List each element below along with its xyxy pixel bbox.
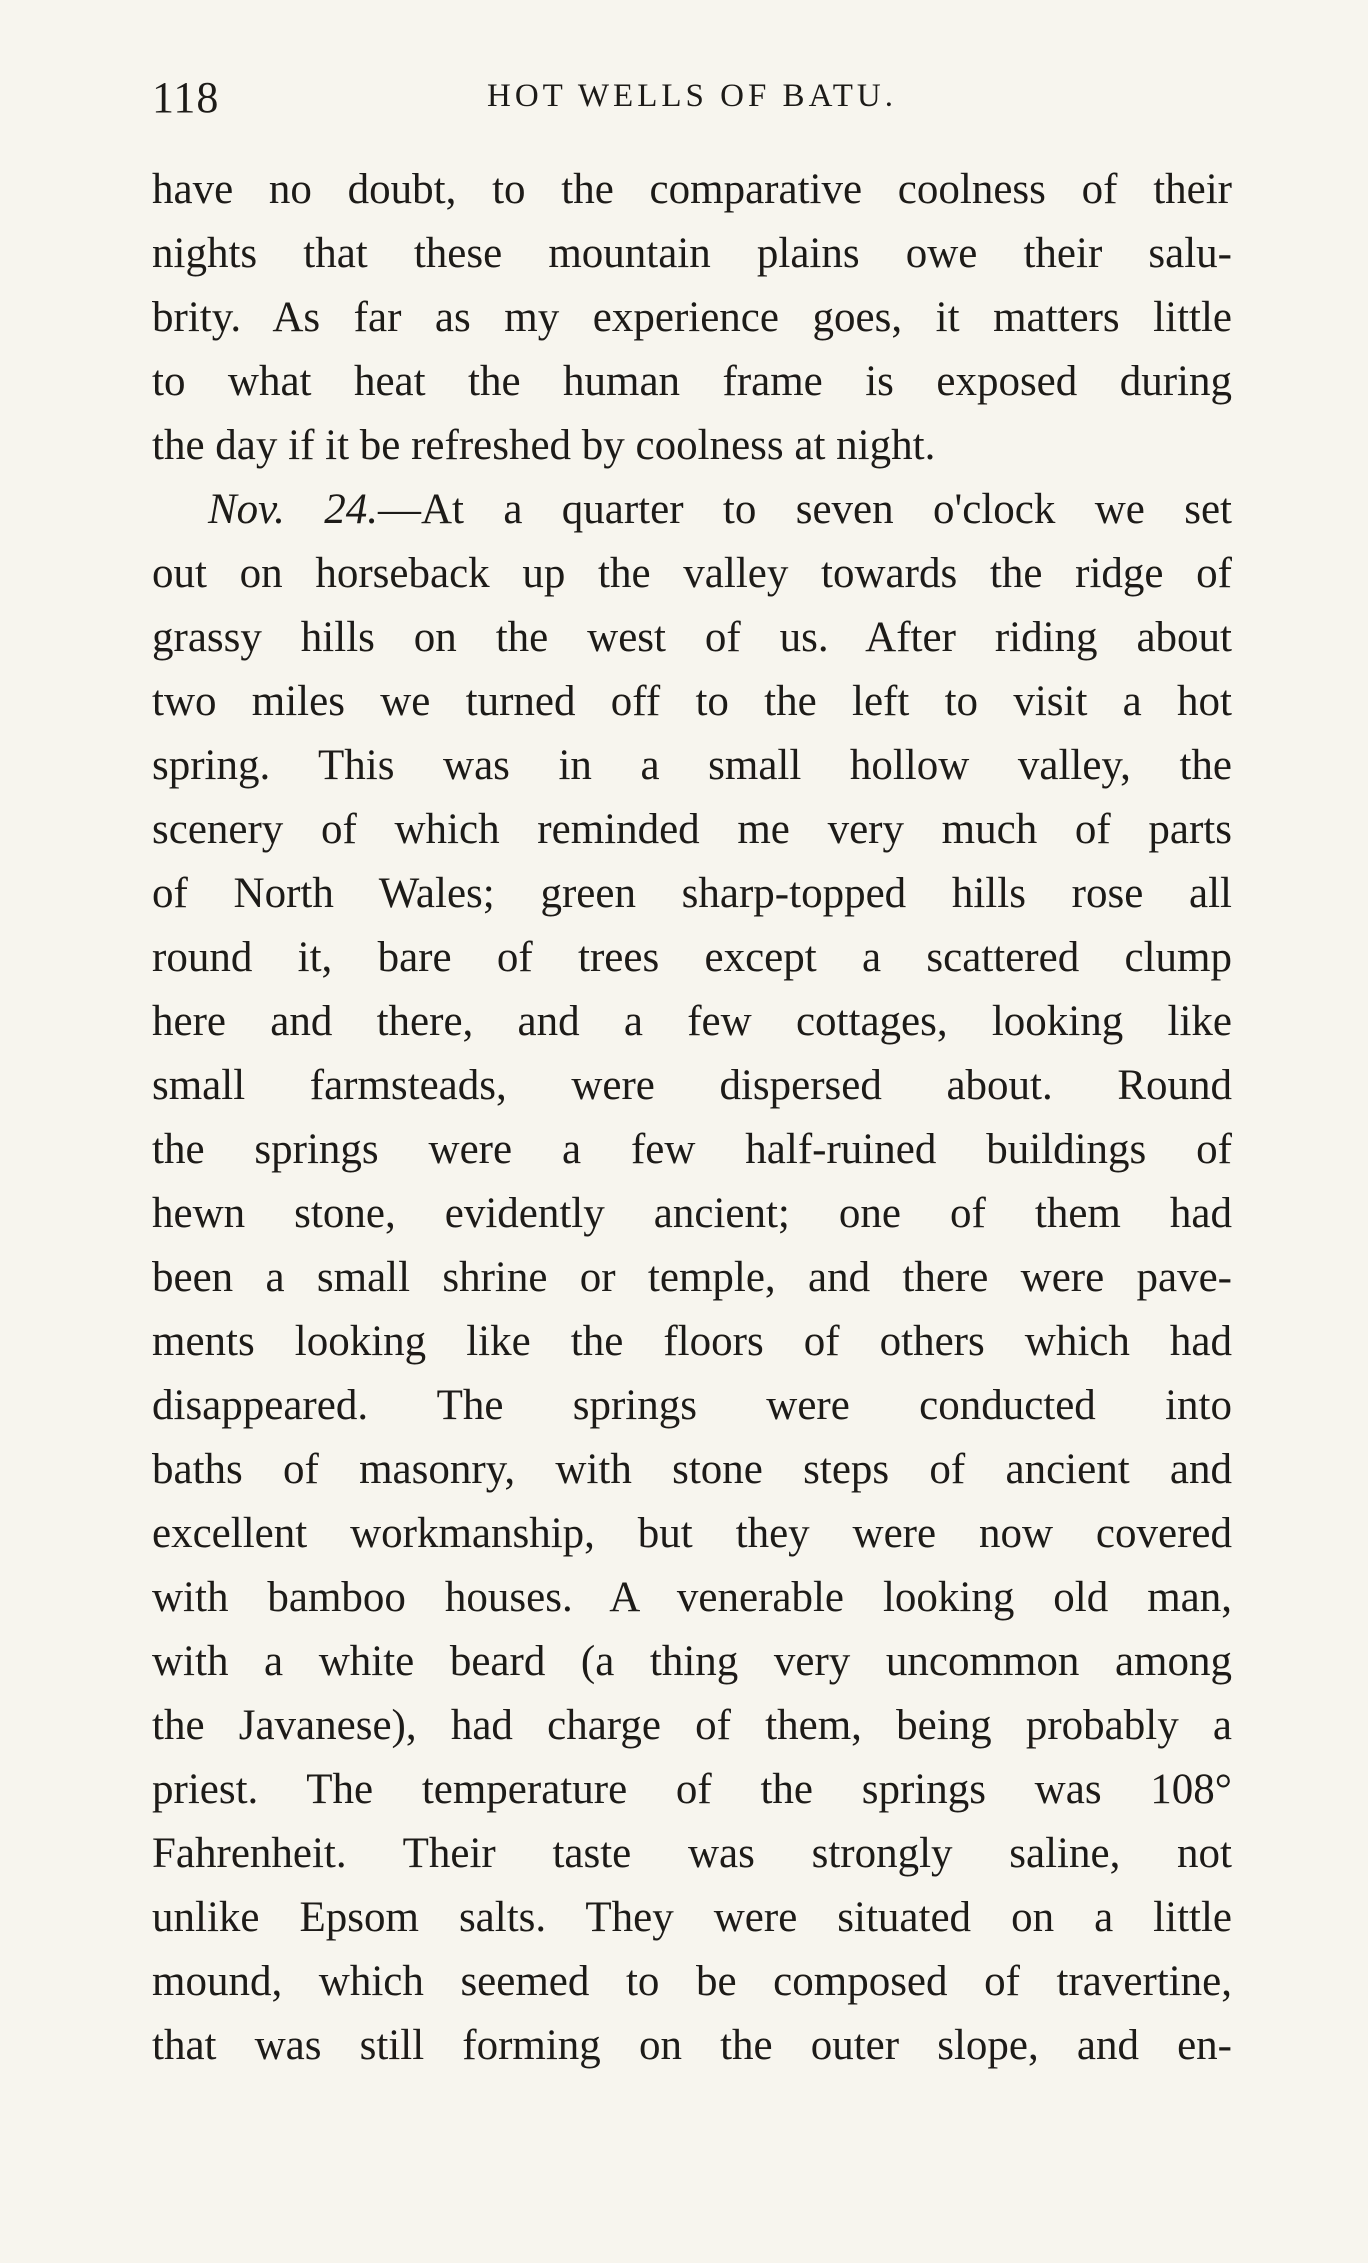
- running-head: [152, 72, 1232, 122]
- text-line: the day if it be refreshed by coolness at night.: [152, 422, 936, 469]
- text-line: unlike Epsom salts. They were situated on a little: [152, 1894, 1232, 1941]
- page-number: 118: [152, 73, 220, 122]
- entry-text: —At a quarter to seven o'clock we set: [377, 486, 1233, 533]
- text-line: with bamboo houses. A venerable looking old man,: [152, 1574, 1232, 1621]
- text-line: with a white beard (a thing very uncommon among: [152, 1638, 1232, 1685]
- body-text: [152, 158, 1232, 2078]
- text-line: brity. As far as my experience goes, it matters little: [152, 294, 1232, 341]
- text-line: grassy hills on the west of us. After riding about: [152, 614, 1232, 661]
- text-line: of North Wales; green sharp-topped hills rose all: [152, 870, 1232, 917]
- entry-date: Nov. 24.: [208, 486, 378, 533]
- text-line: small farmsteads, were dispersed about. Round: [152, 1062, 1232, 1109]
- text-line: priest. The temperature of the springs was 108°: [152, 1766, 1232, 1813]
- text-line: to what heat the human frame is exposed during: [152, 358, 1232, 405]
- text-line: that was still forming on the outer slope, and en-: [152, 2022, 1232, 2069]
- text-line: out on horseback up the valley towards the ridge of: [152, 550, 1232, 597]
- text-line: been a small shrine or temple, and there were pave-: [152, 1254, 1232, 1301]
- text-line: spring. This was in a small hollow valley, the: [152, 742, 1232, 789]
- text-line: round it, bare of trees except a scattered clump: [152, 934, 1232, 981]
- text-line: have no doubt, to the comparative coolness of their: [152, 166, 1232, 213]
- text-line: the springs were a few half-ruined buildings of: [152, 1126, 1232, 1173]
- text-line: two miles we turned off to the left to visit a hot: [152, 678, 1232, 725]
- text-line: mound, which seemed to be composed of travertine,: [152, 1958, 1232, 2005]
- text-line: excellent workmanship, but they were now covered: [152, 1510, 1232, 1557]
- text-line: the Javanese), had charge of them, being probably a: [152, 1702, 1232, 1749]
- entry-first-line: [152, 478, 1232, 542]
- text-line: nights that these mountain plains owe their salu-: [152, 230, 1232, 277]
- text-line: Fahrenheit. Their taste was strongly saline, not: [152, 1830, 1232, 1877]
- text-line: baths of masonry, with stone steps of ancient and: [152, 1446, 1232, 1493]
- text-line: scenery of which reminded me very much of parts: [152, 806, 1232, 853]
- text-line: ments looking like the floors of others which had: [152, 1318, 1232, 1365]
- running-title: HOT WELLS OF BATU.: [487, 78, 897, 114]
- text-line: hewn stone, evidently ancient; one of them had: [152, 1190, 1232, 1237]
- text-line: disappeared. The springs were conducted into: [152, 1382, 1232, 1429]
- text-line: here and there, and a few cottages, looking like: [152, 998, 1232, 1045]
